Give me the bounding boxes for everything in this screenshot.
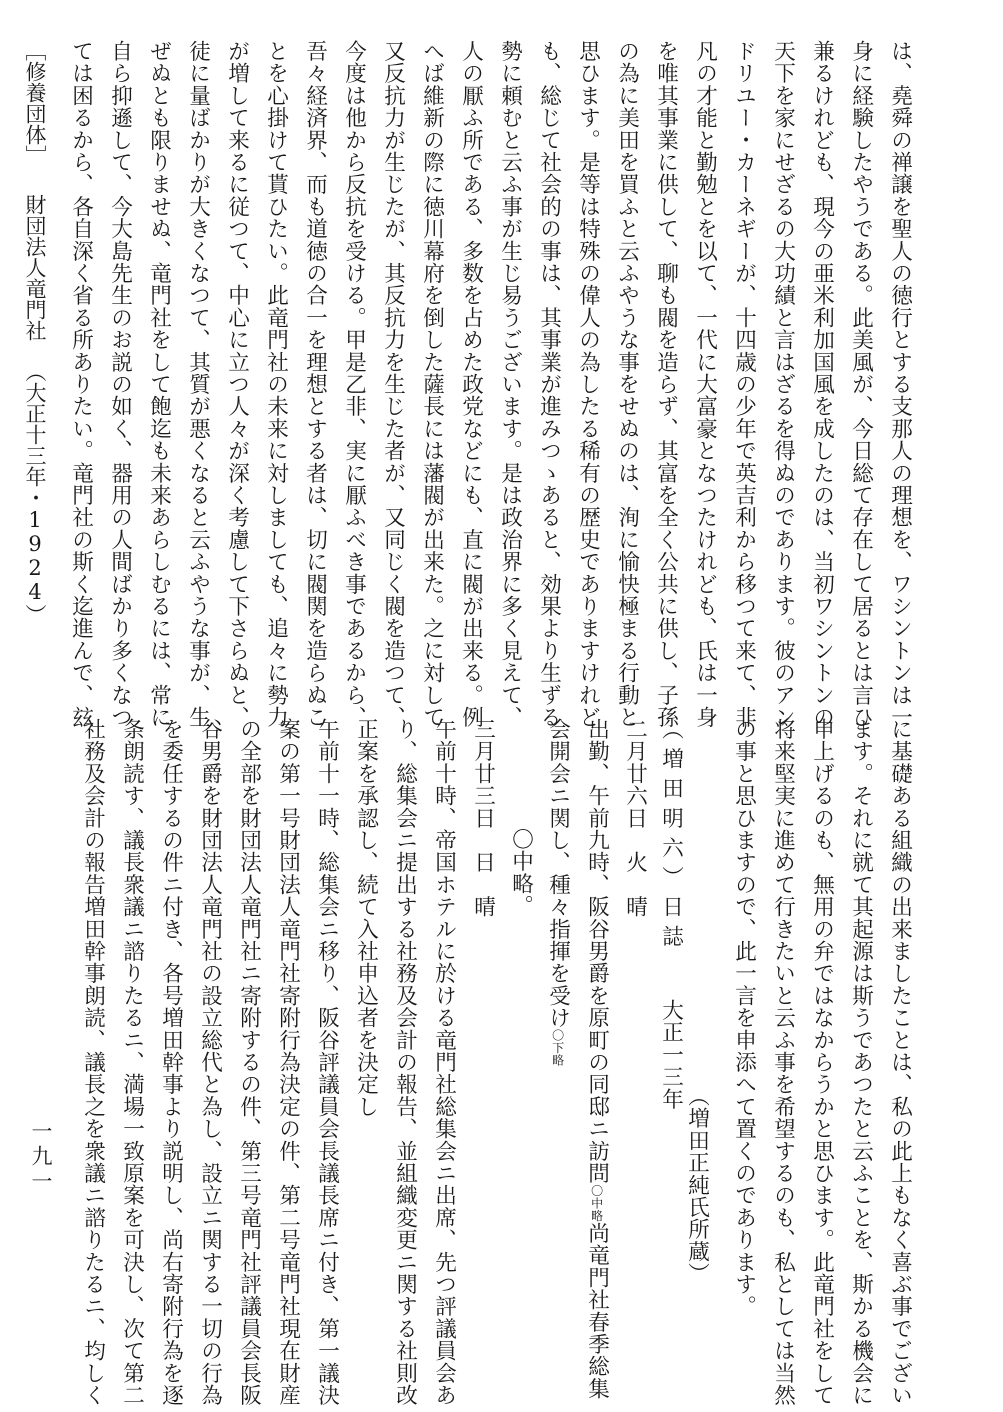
text-column: の事と思ひますので、此一言を申添へて置くのであります。 [731,718,757,1318]
text-column: 凡の才能と勤勉とを以て、一代に大富豪となつたけれども、氏は一身 [692,40,718,729]
text-column: 案の第一号財団法人竜門社寄附行為決定の件、第二号竜門社現在財産 [275,718,301,1407]
text-column: の為に美田を買ふと云ふやうな事をせぬのは、洵に愉快極まる行動と [614,40,640,729]
text-column: 正案を承認し、続て入社申込者を決定し [353,718,379,1118]
entry-date: 三月廿三日 日 晴 [470,718,496,918]
text-column: の全部を財団法人竜門社ニ寄附するの件、第三号竜門社評議員会長阪 [236,718,262,1407]
omission-mark: 〇中略。 [508,828,534,917]
running-header-organization: 財団法人竜門社 [23,194,47,341]
text-column: に基礎ある組織の出来ましたことは、私の此上もなく喜ぶ事でござい [887,718,913,1407]
text-column: 兼るけれども、現今の亜米利加国風を成したのは、当初ワシントンの [809,40,835,729]
running-header-category: ［修養団体］ [23,40,47,166]
text-column: 申上げるのも、無用の弁ではなからうかと思ひます。此竜門社をして [809,718,835,1407]
text-column: 身に経験したやうである。此美風が、今日総て存在して居るとは言ひ [848,40,874,729]
text-column: 条朗読す、議長衆議ニ諮りたるニ、満場一致原案を可決し、次て第二 [119,718,145,1407]
text-column: 徒に量ばかりが大きくなつて、其質が悪くなると云ふやうな事が、生 [185,40,211,729]
entry-date: 二月廿六日 火 晴 [622,718,648,918]
text-column: り、総集会ニ提出する社務及会計の報告、並組織変更ニ関する社則改 [392,718,418,1407]
omission-note: 〇中略 [589,1184,604,1223]
page-number: 一九一 [29,1120,53,1195]
text-column: 将来堅実に進めて行きたいと云ふ事を希望するのも、私としては当然 [770,718,796,1407]
text-column: 人の厭ふ所である、多数を占めた政党などにも、直に閥が出来る。例 [458,40,484,729]
text-column: 又反抗力が生じたが、其反抗力を生じた者が、又同じく閥を造つて、 [380,40,406,729]
diary-year: 大正一三年 [658,998,684,1110]
text-column: ドリユー・カーネギーが、十四歳の少年で英吉利から移つて来て、非 [731,40,757,729]
text-column: 谷男爵を財団法人竜門社の設立総代と為し、設立ニ関する一切の行為 [197,718,223,1407]
text-column: へば維新の際に徳川幕府を倒した薩長には藩閥が出来た。之に対して [419,40,445,729]
text-column: 勢に頼むと云ふ事が生じ易うございます。是は政治界に多く見えて、 [497,40,523,729]
text-column: も、総じて社会的の事は、其事業が進みつゝあると、効果より生ずる [536,40,562,729]
text-column: 午前十一時、総集会ニ移り、阪谷評議員会長議長席ニ付き、第一議決 [314,718,340,1407]
text-column: は、堯舜の禅譲を聖人の徳行とする支那人の理想を、ワシントンは一 [887,40,913,729]
text-column: 午前十時、帝国ホテルに於ける竜門社総集会ニ出席、先つ評議員会あ [431,718,457,1407]
source-label: （増田正純氏所蔵） [684,1085,710,1285]
diary-title-column [658,718,684,1110]
text-column: を唯其事業に供して、聊も閥を造らず、其富を全く公共に供し、子孫 [653,40,679,729]
text-column: が増して来るに従つて、中心に立つ人々が深く考慮して下さらぬと、 [224,40,250,729]
running-header [20,40,50,680]
text-column: 出勤、午前九時、阪谷男爵を原町の同邸ニ訪問〇中略尚竜門社春季総集 [584,718,610,1400]
text-column: 自ら抑遜して、今大島先生のお説の如く、器用の人間ばかり多くなつ [107,40,133,729]
text-column: とを心掛けて貰ひたい。此竜門社の未来に対しましても、追々に勢力 [263,40,289,729]
running-header-era: （大正十三年・1924） [23,361,47,625]
omission-note: 〇下略 [550,1028,565,1067]
text-column: 天下を家にせざるの大功績と言はざるを得ぬのであります。彼のアン [770,40,796,729]
text-column: 今度は他から反抗を受ける。甲是乙非、実に厭ふべき事であるから、 [341,40,367,729]
text-column: 思ひます。是等は特殊の偉人の為したる稀有の歴史でありますけれど [575,40,601,729]
text-column: 吾々経済界、而も道徳の合一を理想とする者は、切に閥関を造らぬこ [302,40,328,729]
diary-title: （増田明六）日誌 [658,718,684,955]
text-column: を委任するの件ニ付き、各号増田幹事より説明し、尚右寄附行為を逐 [158,718,184,1407]
text-column: ます。それに就て其起源は斯うであつたと云ふことを、斯かる機会に [848,718,874,1407]
text-column: 会開会ニ関し、種々指揮を受け〇下略 [545,718,571,1067]
text-column: 社務及会計の報告増田幹事朗読、議長之を衆議ニ諮りたるニ、均しく [80,718,106,1407]
text-column: ては困るから、各自深く省る所ありたい。竜門社の斯く迄進んで、玆 [68,40,94,729]
text-column: ぜぬとも限りませぬ、竜門社をして飽迄も未来あらしむるには、常に [146,40,172,729]
